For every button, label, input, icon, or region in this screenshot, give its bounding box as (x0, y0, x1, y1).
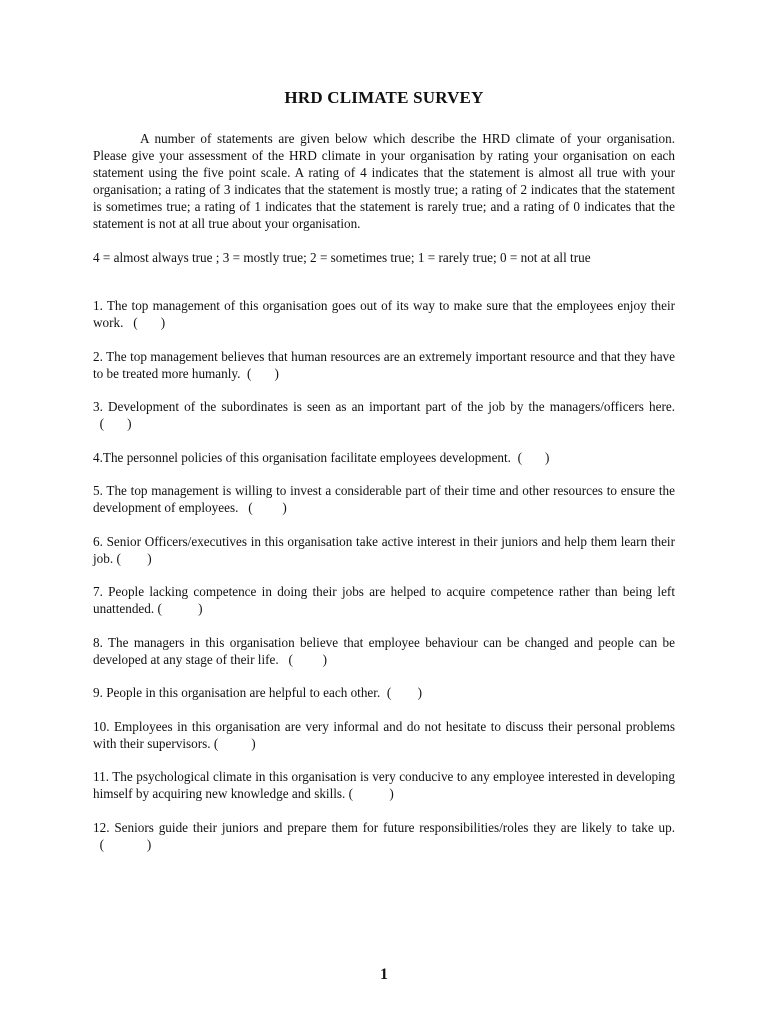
statement-text: 10. Employees in this organisation are very informal and do not hesitate to discuss their personal problems with their supervisors. (93, 718, 675, 751)
survey-page (93, 88, 675, 869)
list-item (93, 348, 675, 382)
list-item (93, 297, 675, 331)
rating-blank[interactable]: ( ) (278, 651, 328, 667)
list-item (93, 482, 675, 516)
statement-text: 8. The managers in this organisation believe that employee behaviour can be changed and people can be developed at any stage of their life. (93, 634, 675, 667)
rating-blank[interactable]: ( ) (240, 365, 279, 381)
statement-text: 4.The personnel policies of this organisation facilitate employees development. (93, 449, 511, 465)
rating-blank[interactable]: ( ) (238, 500, 287, 515)
rating-blank[interactable]: ( ) (210, 735, 256, 751)
statement-text: 9. People in this organisation are helpful to each other. (93, 685, 381, 700)
page-number: 1 (380, 966, 388, 983)
rating-blank[interactable]: ( ) (154, 601, 203, 616)
statement-text: 12. Seniors guide their juniors and prepare them for future responsibilities/roles they are likely to take up. (93, 819, 675, 835)
rating-blank[interactable]: ( ) (93, 416, 132, 431)
list-item (93, 819, 675, 853)
rating-blank[interactable]: ( ) (345, 786, 394, 801)
list-item (93, 398, 675, 432)
rating-blank[interactable]: ( ) (123, 315, 166, 330)
intro-paragraph: A number of statements are given below which describe the HRD climate of your organisation. Please give your assessment of the HRD climate in your organisation by rating your organisation on each statement using the five point scale. A rating of 4 indicates that the statement is almost all true with your organisation; a rating of 3 indicates that the statement is mostly true; a rating of 2 indicates that the statement is sometimes true; a rating of 1 indicates that the statement is rarely true; and a rating of 0 indicates that the statement is not at all true about your organisation. (93, 131, 675, 231)
rating-blank[interactable]: ( ) (510, 449, 550, 465)
statement-text: 7. People lacking competence in doing their jobs are helped to acquire competence rather than being left unattended. (93, 584, 675, 616)
statement-text: 3. Development of the subordinates is seen as an important part of the job by the managers/officers here. (93, 399, 675, 414)
page-title: HRD CLIMATE SURVEY (284, 88, 484, 107)
rating-scale: 4 = almost always true ; 3 = mostly true; 2 = sometimes true; 1 = rarely true; 0 = not at all true (93, 250, 591, 265)
statement-text: 2. The top management believes that human resources are an extremely important resource and that they have to be treated more humanly. (93, 348, 675, 381)
list-item (93, 533, 675, 567)
list-item (93, 634, 675, 668)
rating-blank[interactable]: ( ) (380, 685, 423, 700)
list-item (93, 718, 675, 752)
rating-blank[interactable]: ( ) (113, 550, 152, 566)
statement-list (93, 297, 675, 853)
statement-text: 6. Senior Officers/executives in this organisation take active interest in their juniors and help them learn their job. (93, 533, 675, 566)
statement-text: 1. The top management of this organisation goes out of its way to make sure that the employees enjoy their work. (93, 298, 675, 330)
list-item (93, 768, 675, 802)
rating-blank[interactable]: ( ) (93, 836, 152, 852)
statement-text: 11. The psychological climate in this organisation is very conducive to any employee interested in developing himself by acquiring new knowledge and skills. (93, 769, 675, 801)
list-item (93, 684, 675, 701)
list-item (93, 583, 675, 617)
list-item (93, 449, 675, 466)
statement-text: 5. The top management is willing to invest a considerable part of their time and other resources to ensure the development of employees. (93, 483, 675, 515)
